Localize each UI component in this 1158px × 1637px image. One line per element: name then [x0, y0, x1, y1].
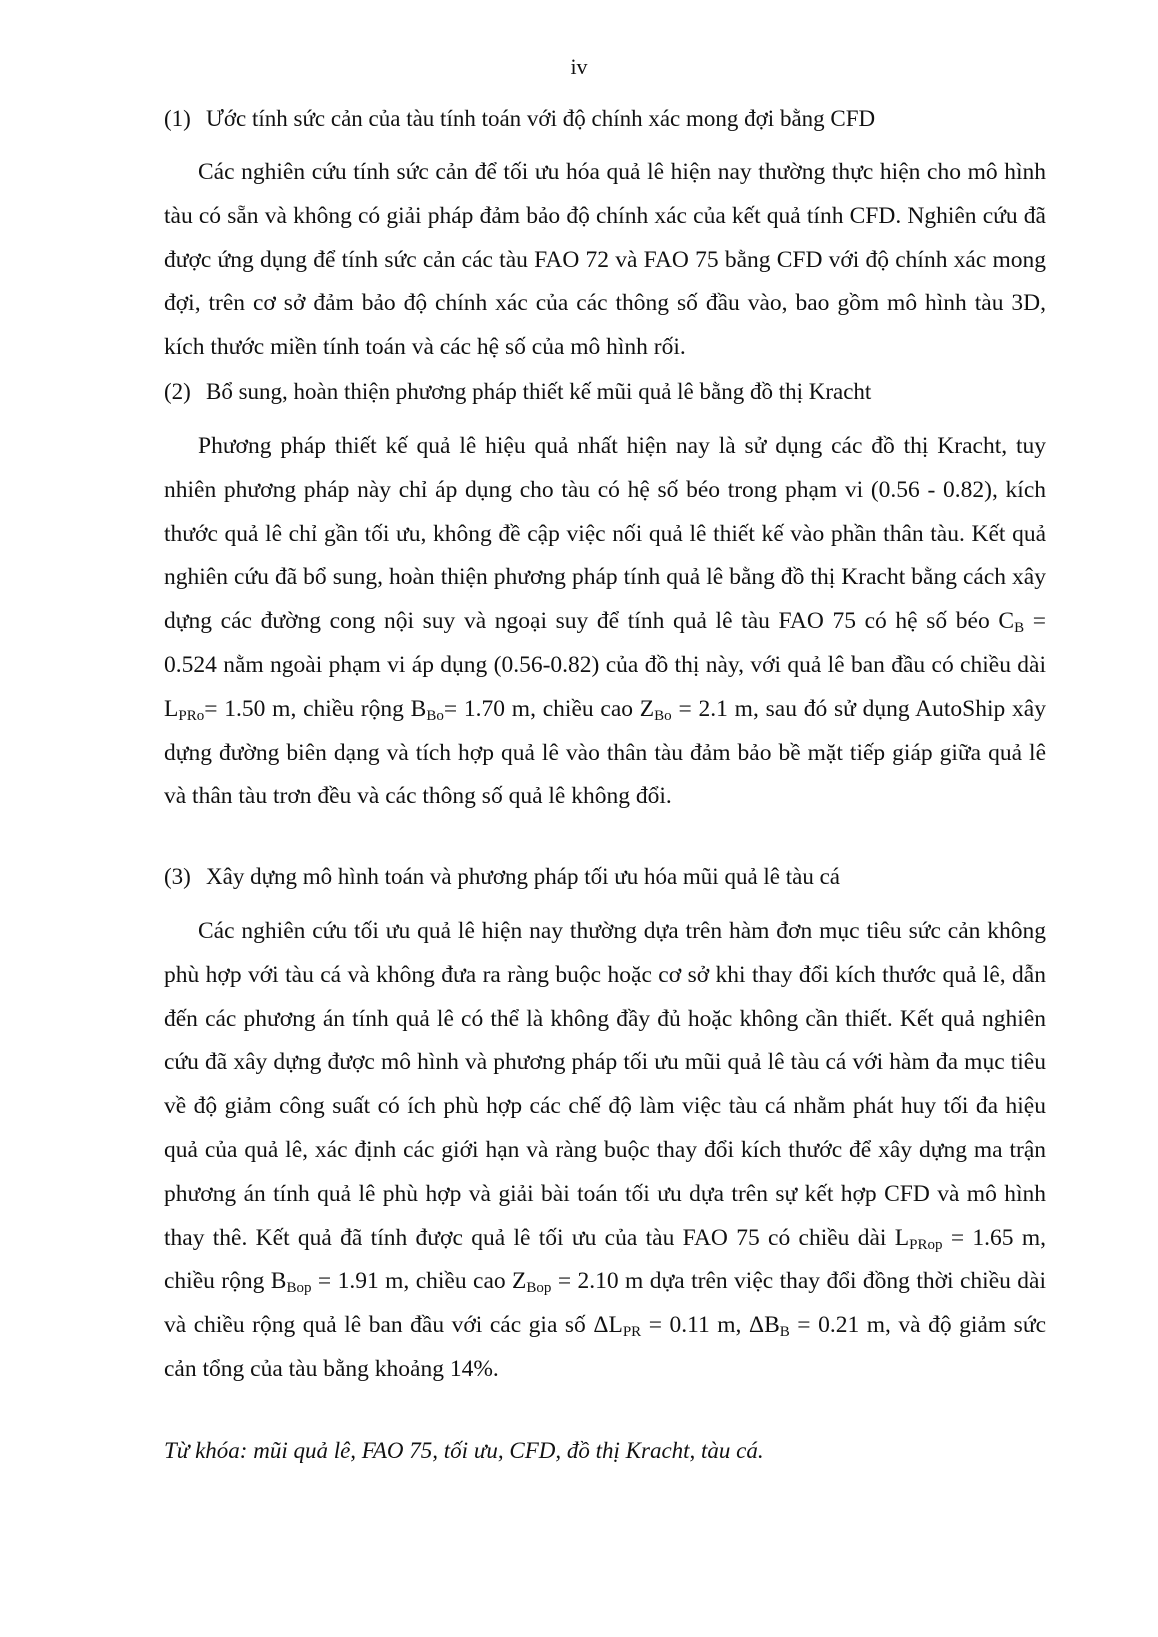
page-number: iv: [570, 54, 588, 79]
paragraph-text: = 1.70 m, chiều cao Z: [443, 695, 655, 722]
paragraph-text: = 1.50 m, chiều rộng B: [204, 695, 427, 722]
subscript: Bop: [526, 1280, 552, 1297]
keywords: Từ khóa: mũi quả lê, FAO 75, tối ưu, CFD, đồ thị Kracht, tàu cá.: [164, 1438, 764, 1463]
paragraph-text: = 1.91 m, chiều cao Z: [311, 1268, 527, 1295]
subscript: PRo: [178, 707, 205, 724]
paragraph-text: Các nghiên cứu tính sức cản để tối ưu hóa quả lê hiện nay thường thực hiện cho mô hình tàu có sẵn và không có giải pháp đảm bảo độ chính xác của kết quả tính CFD. Nghiên cứu đã được ứng dụng để tính sức cản các tàu FAO 72 và FAO 75 bằng CFD với độ chính xác mong đợi, trên cơ sở đảm bảo độ chính xác của các thông số đầu vào, bao gồm mô hình tàu 3D, kích thước miền tính toán và các hệ số của mô hình rối.: [164, 159, 1046, 361]
paragraph-text: = 0.524 nằm ngoài phạm vi áp dụng (0.56-0.82) của đồ thị này, với quả lê ban đầu có chiều dài L: [164, 608, 1046, 722]
section-number: (2): [164, 379, 191, 404]
section-title: Ước tính sức cản của tàu tính toán với độ chính xác mong đợi bằng CFD: [206, 106, 876, 131]
section-2-heading: [164, 377, 1046, 407]
section-number: (1): [164, 106, 191, 131]
paragraph-text: Các nghiên cứu tối ưu quả lê hiện nay thường dựa trên hàm đơn mục tiêu sức cản không phù hợp với tàu cá và không đưa ra ràng buộc hoặc cơ sở khi thay đổi kích thước quả lê, dẫn đến các phương án tính quả lê có thể là không đầy đủ hoặc không cần thiết. Kết quả nghiên cứu đã xây dựng được mô hình và phương pháp tối ưu mũi quả lê tàu cá với hàm đa mục tiêu về độ giảm công suất có ích phù hợp các chế độ làm việc tàu cá nhằm phát huy tối đa hiệu quả của quả lê, xác định các giới hạn và ràng buộc thay đổi kích thước để xây dựng ma trận phương án tính quả lê phù hợp và giải bài toán tối ưu dựa trên sự kết hợp CFD và mô hình thay thê. Kết quả đã tính được quả lê tối ưu của tàu FAO 75 có chiều dài L: [164, 918, 1046, 1251]
subscript: Bo: [426, 707, 444, 724]
subscript: PR: [622, 1324, 642, 1341]
section-1-paragraph: [164, 151, 1046, 370]
section-title: Xây dựng mô hình toán và phương pháp tối ưu hóa mũi quả lê tàu cá: [206, 864, 841, 889]
subscript: Bo: [654, 707, 672, 724]
subscript: Bop: [286, 1280, 312, 1297]
paragraph-text: Phương pháp thiết kế quả lê hiệu quả nhất hiện nay là sử dụng các đồ thị Kracht, tuy nhiên phương pháp này chỉ áp dụng cho tàu có hệ số béo trong phạm vi (0.56 - 0.82), kích thước quả lê chỉ gần tối ưu, không đề cập việc nối quả lê thiết kế vào phần thân tàu. Kết quả nghiên cứu đã bổ sung, hoàn thiện phương pháp tính quả lê bằng đồ thị Kracht bằng cách xây dựng các đường cong nội suy và ngoại suy để tính quả lê tàu FAO 75 có hệ số béo C: [164, 433, 1046, 635]
paragraph-text: = 2.1 m, sau đó sử dụng AutoShip xây dựng đường biên dạng và tích hợp quả lê vào thân tàu đảm bảo bề mặt tiếp giáp giữa quả lê và thân tàu trơn đều và các thông số quả lê không đổi.: [164, 695, 1046, 810]
section-title: Bổ sung, hoàn thiện phương pháp thiết kế mũi quả lê bằng đồ thị Kracht: [206, 379, 872, 404]
section-3-heading: [164, 862, 1046, 892]
paragraph-text: = 0.21 m, và độ giảm sức cản tổng của tàu bằng khoảng 14%.: [164, 1312, 1046, 1382]
subscript: PRop: [909, 1236, 943, 1253]
paragraph-text: = 0.11 m, ΔB: [641, 1312, 780, 1339]
subscript: B: [779, 1324, 790, 1341]
paragraph-text: = 1.65 m, chiều rộng B: [164, 1224, 1046, 1295]
section-1-heading: [164, 104, 1046, 134]
section-2-paragraph: [164, 425, 1046, 819]
paragraph-text: = 2.10 m dựa trên việc thay đổi đồng thời chiều dài và chiều rộng quả lê ban đầu với các gia số ΔL: [164, 1268, 1047, 1339]
section-number: (3): [164, 864, 191, 889]
subscript: B: [1014, 620, 1025, 637]
section-3-paragraph: [164, 910, 1046, 1392]
